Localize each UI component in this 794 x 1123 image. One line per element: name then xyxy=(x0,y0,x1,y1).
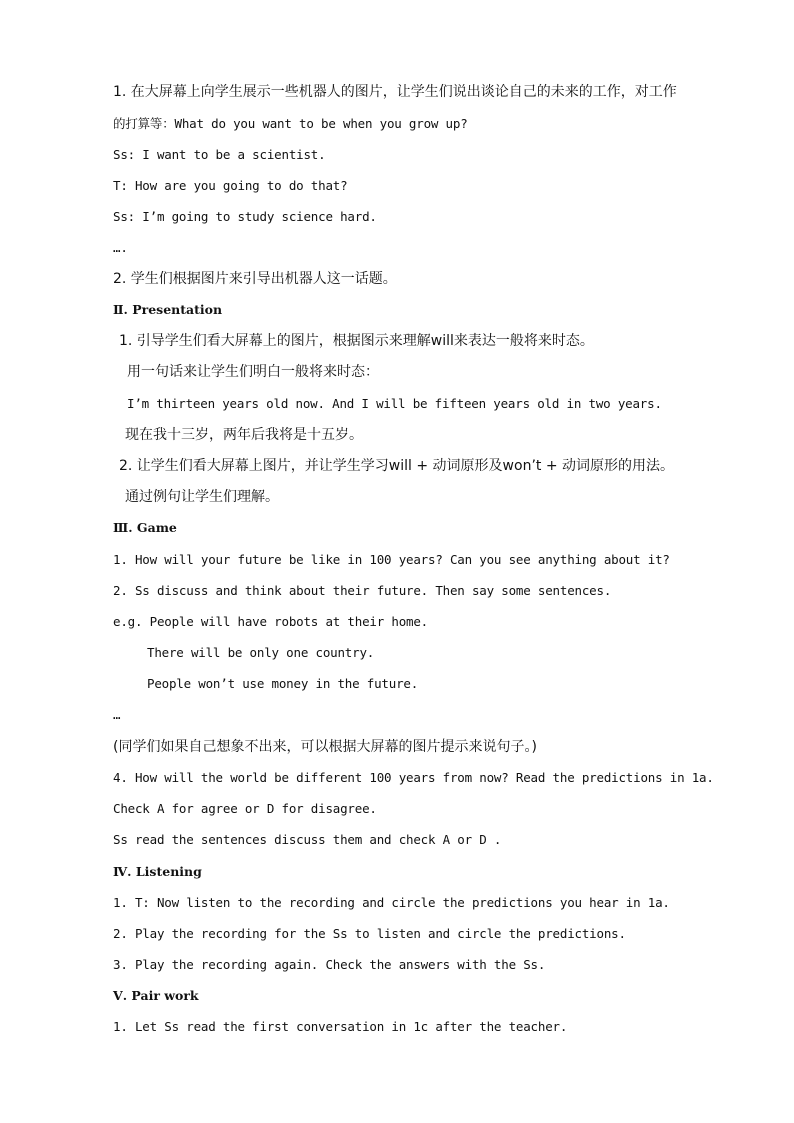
text-line-29: 3. Play the recording again. Check the answers with the Ss. xyxy=(113,957,546,972)
text-line-27: 1. T: Now listen to the recording and circle the predictions you hear in 1a. xyxy=(113,895,670,910)
text-line-2: 的打算等：What do you want to be when you grow up? xyxy=(113,116,468,131)
text-line-25: Ss read the sentences discuss them and check A or D . xyxy=(113,832,502,847)
text-line-14: 通过例句让学生们理解。 xyxy=(125,489,279,505)
text-line-11: I’m thirteen years old now. And I will be fifteen years old in two years. xyxy=(127,396,662,411)
section-heading-listening: Ⅳ. Listening xyxy=(113,864,202,879)
text-line-16: 1. How will your future be like in 100 years? Can you see anything about it? xyxy=(113,552,670,567)
text-line-24: Check A for agree or D for disagree. xyxy=(113,801,377,816)
text-line-21: … xyxy=(113,707,121,722)
text-line-17: 2. Ss discuss and think about their future. Then say some sentences. xyxy=(113,583,612,598)
text-line-22: (同学们如果自己想象不出来，可以根据大屏幕的图片提示来说句子。) xyxy=(113,739,537,755)
text-line-6: …. xyxy=(113,240,128,255)
text-line-4: T: How are you going to do that? xyxy=(113,178,348,193)
text-line-7: 2. 学生们根据图片来引导出机器人这一话题。 xyxy=(113,271,397,287)
section-heading-presentation: Ⅱ. Presentation xyxy=(113,302,223,317)
text-line-31: 1. Let Ss read the first conversation in 1c after the teacher. xyxy=(113,1019,568,1034)
text-line-23: 4. How will the world be different 100 years from now? Read the predictions in 1a. xyxy=(113,770,714,785)
text-line-19: There will be only one country. xyxy=(147,645,375,660)
text-line-13: 2. 让学生们看大屏幕上图片，并让学生学习will + 动词原形及won’t + 动词原形的用法。 xyxy=(119,458,675,474)
section-heading-game: Ⅲ. Game xyxy=(113,520,177,535)
text-line-3: Ss: I want to be a scientist. xyxy=(113,147,326,162)
text-line-10: 用一句话来让学生们明白一般将来时态： xyxy=(127,364,379,380)
text-line-18: e.g. People will have robots at their home. xyxy=(113,614,429,629)
text-line-1: 1. 在大屏幕上向学生展示一些机器人的图片，让学生们说出谈论自己的未来的工作，对工作 xyxy=(113,84,677,100)
text-line-12: 现在我十三岁，两年后我将是十五岁。 xyxy=(125,427,363,443)
text-line-28: 2. Play the recording for the Ss to listen and circle the predictions. xyxy=(113,926,626,941)
text-line-9: 1. 引导学生们看大屏幕上的图片，根据图示来理解will来表达一般将来时态。 xyxy=(119,333,594,349)
text-line-20: People won’t use money in the future. xyxy=(147,676,419,691)
text-line-5: Ss: I’m going to study science hard. xyxy=(113,209,377,224)
section-heading-pair-work: Ⅴ. Pair work xyxy=(113,988,199,1003)
